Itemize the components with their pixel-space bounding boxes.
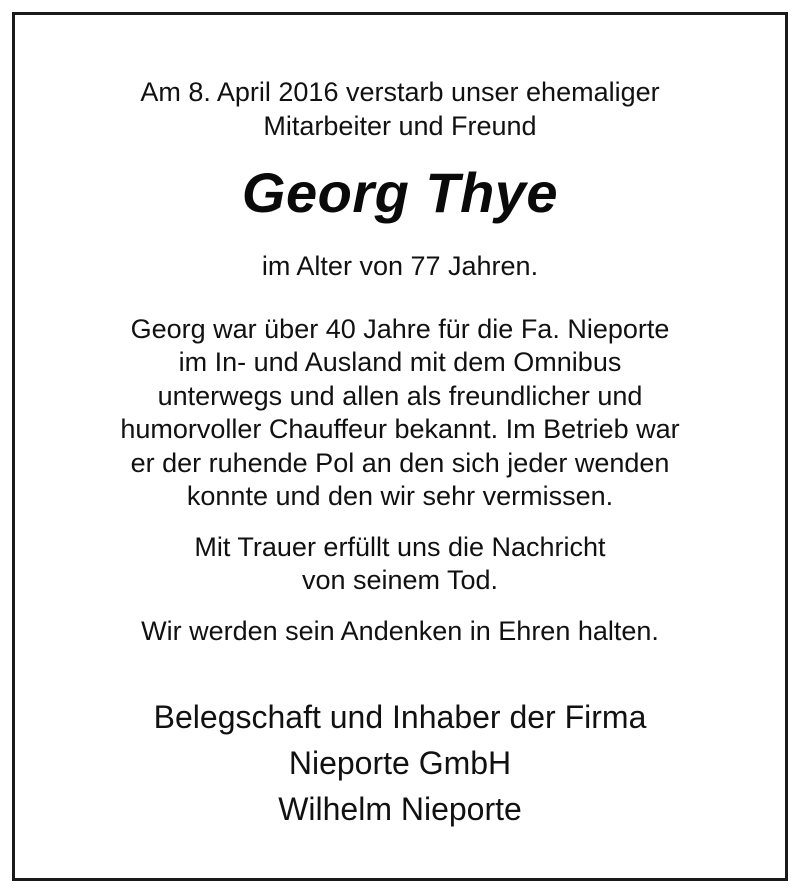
intro-line-2: Mitarbeiter und Freund [263,111,537,141]
tribute-line-5: er der ruhende Pol an den sich jeder wenden [130,448,670,478]
tribute-line-2: im In- und Ausland mit dem Omnibus [178,347,622,377]
tribute-line-6: konnte und den wir sehr vermissen. [186,481,614,511]
age-line: im Alter von 77 Jahren. [261,251,539,281]
tribute-line-4: humorvoller Chauffeur bekannt. Im Betrieb war [120,414,680,444]
remembrance-line: Wir werden sein Andenken in Ehren halten. [141,616,659,646]
intro-line-1: Am 8. April 2016 verstarb unser ehemaliger [140,77,660,107]
signature-line-1: Belegschaft und Inhaber der Firma [153,699,647,735]
obituary-notice [12,12,788,881]
signature-line-2: Nieporte GmbH [288,745,512,781]
sorrow-line-1: Mit Trauer erfüllt uns die Nachricht [194,532,606,562]
tribute-line-1: Georg war über 40 Jahre für die Fa. Nieporte [130,314,670,344]
signature-line-3: Wilhelm Nieporte [278,791,522,827]
sorrow-line-2: von seinem Tod. [301,565,499,595]
deceased-name: Georg Thye [241,161,559,224]
tribute-line-3: unterwegs und allen als freundlicher und [157,381,643,411]
